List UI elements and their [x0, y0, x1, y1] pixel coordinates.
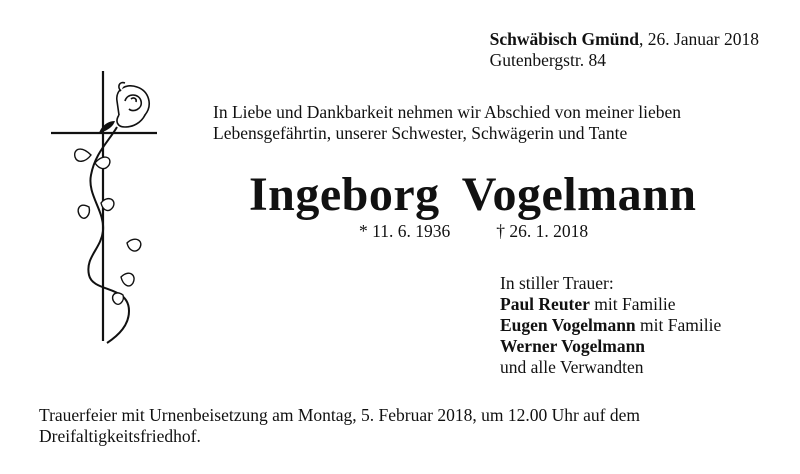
death-date: † 26. 1. 2018	[496, 221, 589, 241]
mourner-line	[500, 315, 721, 336]
mourner-name: Werner Vogelmann	[500, 336, 646, 356]
mourners-closing: und alle Verwandten	[500, 357, 644, 377]
life-dates	[359, 221, 588, 242]
mourners-heading: In stiller Trauer:	[500, 273, 614, 293]
mourner-name: Eugen Vogelmann	[500, 315, 636, 335]
header-block	[490, 29, 759, 71]
mourners-block	[500, 273, 721, 378]
mourner-suffix: mit Familie	[635, 315, 722, 335]
first-name: Ingeborg	[249, 168, 440, 221]
deceased-name	[249, 167, 696, 222]
mourner-line	[500, 336, 721, 357]
date: , 26. Januar 2018	[638, 29, 759, 49]
funeral-info	[39, 405, 640, 447]
city: Schwäbisch Gmünd	[489, 29, 639, 49]
funeral-info-line-1: Trauerfeier mit Urnenbeisetzung am Montag, 5. Februar 2018, um 12.00 Uhr auf dem	[39, 405, 641, 425]
intro-line-2: Lebensgefährtin, unserer Schwester, Schwägerin und Tante	[213, 123, 628, 143]
intro-text	[213, 102, 681, 144]
mourner-line	[500, 294, 721, 315]
address: Gutenbergstr. 84	[489, 50, 606, 70]
cross-with-rose-icon	[45, 71, 165, 351]
intro-line-1: In Liebe und Dankbarkeit nehmen wir Abschied von meiner lieben	[213, 102, 681, 122]
mourner-name: Paul Reuter	[500, 294, 590, 314]
last-name: Vogelmann	[461, 168, 697, 221]
place-date-line	[490, 29, 759, 50]
funeral-info-line-2: Dreifaltigkeitsfriedhof.	[39, 426, 201, 446]
mourner-suffix: mit Familie	[589, 294, 676, 314]
birth-date: * 11. 6. 1936	[359, 221, 451, 241]
